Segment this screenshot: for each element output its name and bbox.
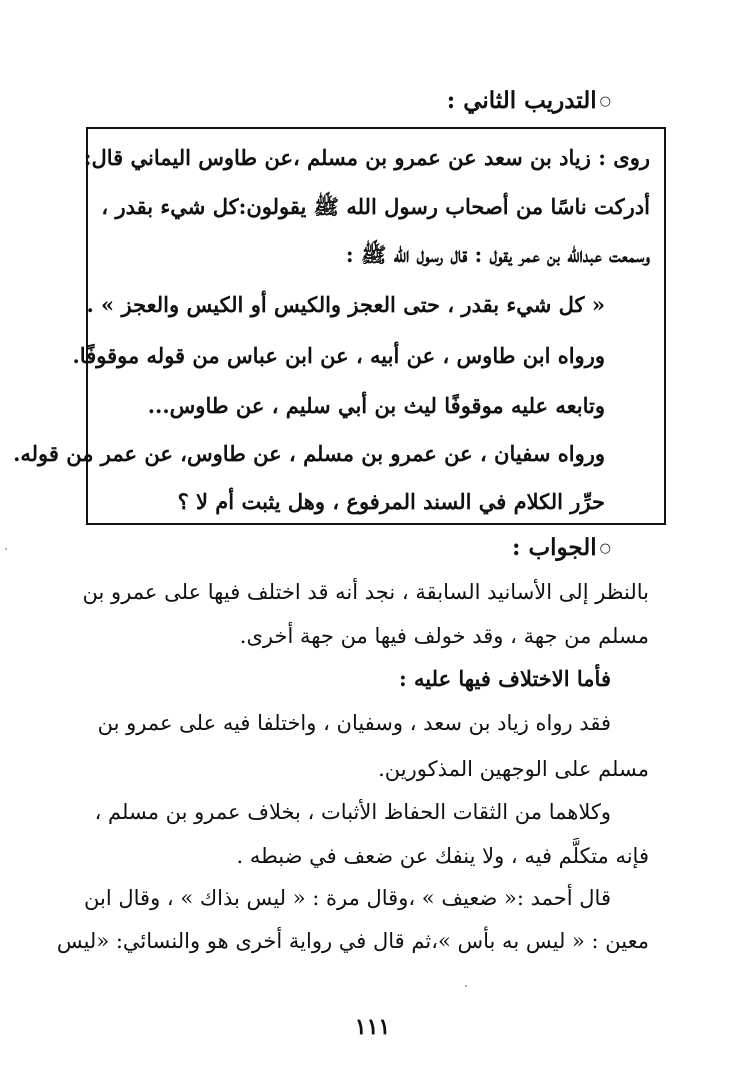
exercise-heading-title: التدريب الثاني [463,87,597,114]
answer-heading [512,533,611,564]
answer-line-1: بالنظر إلى الأسانيد السابقة ، نجد أنه قد اختلف فيها على عمرو بن [82,580,649,604]
answer-heading-colon: : [511,534,529,561]
exercise-heading-colon: : [446,87,464,114]
box-line-1: روى : زياد بن سعد عن عمرو بن مسلم ،عن طاوس اليماني قال: [83,145,650,170]
answer-line-2: مسلم من جهة ، وقد خولف فيها من جهة أخرى. [239,624,649,648]
answer-line-5: وكلاهما من الثقات الحفاظ الأثبات ، بخلاف عمرو بن مسلم ، [94,800,611,824]
answer-line-3: فقد رواه زياد بن سعد ، وسفيان ، واختلفا فيه على عمرو بن [97,711,611,735]
box-line-3: وسمعت عبدالله بن عمر يقول : قال رسول الله ﷺ : [345,242,650,267]
box-line-6: وتابعه عليه موقوفًا ليث بن أبي سليم ، عن طاوس... [147,393,605,418]
answer-heading-title: الجواب [528,534,597,561]
answer-line-8: معين : « ليس به بأس »،ثم قال في رواية أخرى هو والنسائي: «ليس [56,929,649,953]
box-line-5: ورواه ابن طاوس ، عن أبيه ، عن ابن عباس من قوله موقوفًا. [72,343,605,368]
answer-subheading: فأما الاختلاف فيها عليه : [398,666,611,691]
bullet-icon: ○ [599,541,611,556]
scan-speck [465,985,467,987]
bullet-icon: ○ [599,94,611,109]
answer-line-7: قال أحمد :« ضعيف » ،وقال مرة : « ليس بذاك » ، وقال ابن [84,886,611,910]
exercise-heading [447,86,611,117]
box-line-8: حرِّر الكلام في السند المرفوع ، وهل يثبت أم لا ؟ [177,489,605,514]
box-line-7: ورواه سفيان ، عن عمرو بن مسلم ، عن طاوس، عن عمر من قوله. [13,441,605,466]
page-number: ١١١ [354,1014,391,1040]
answer-line-6: فإنه متكلَّم فيه ، ولا ينفك عن ضعف في ضبطه . [236,844,649,868]
scan-speck [5,548,7,550]
box-line-2: أدركت ناسًا من أصحاب رسول الله ﷺ يقولون:كل شيء بقدر ، [101,194,650,219]
box-line-4: « كل شيء بقدر ، حتى العجز والكيس أو الكيس والعجز » . [86,292,605,317]
answer-line-4: مسلم على الوجهين المذكورين. [378,757,649,781]
